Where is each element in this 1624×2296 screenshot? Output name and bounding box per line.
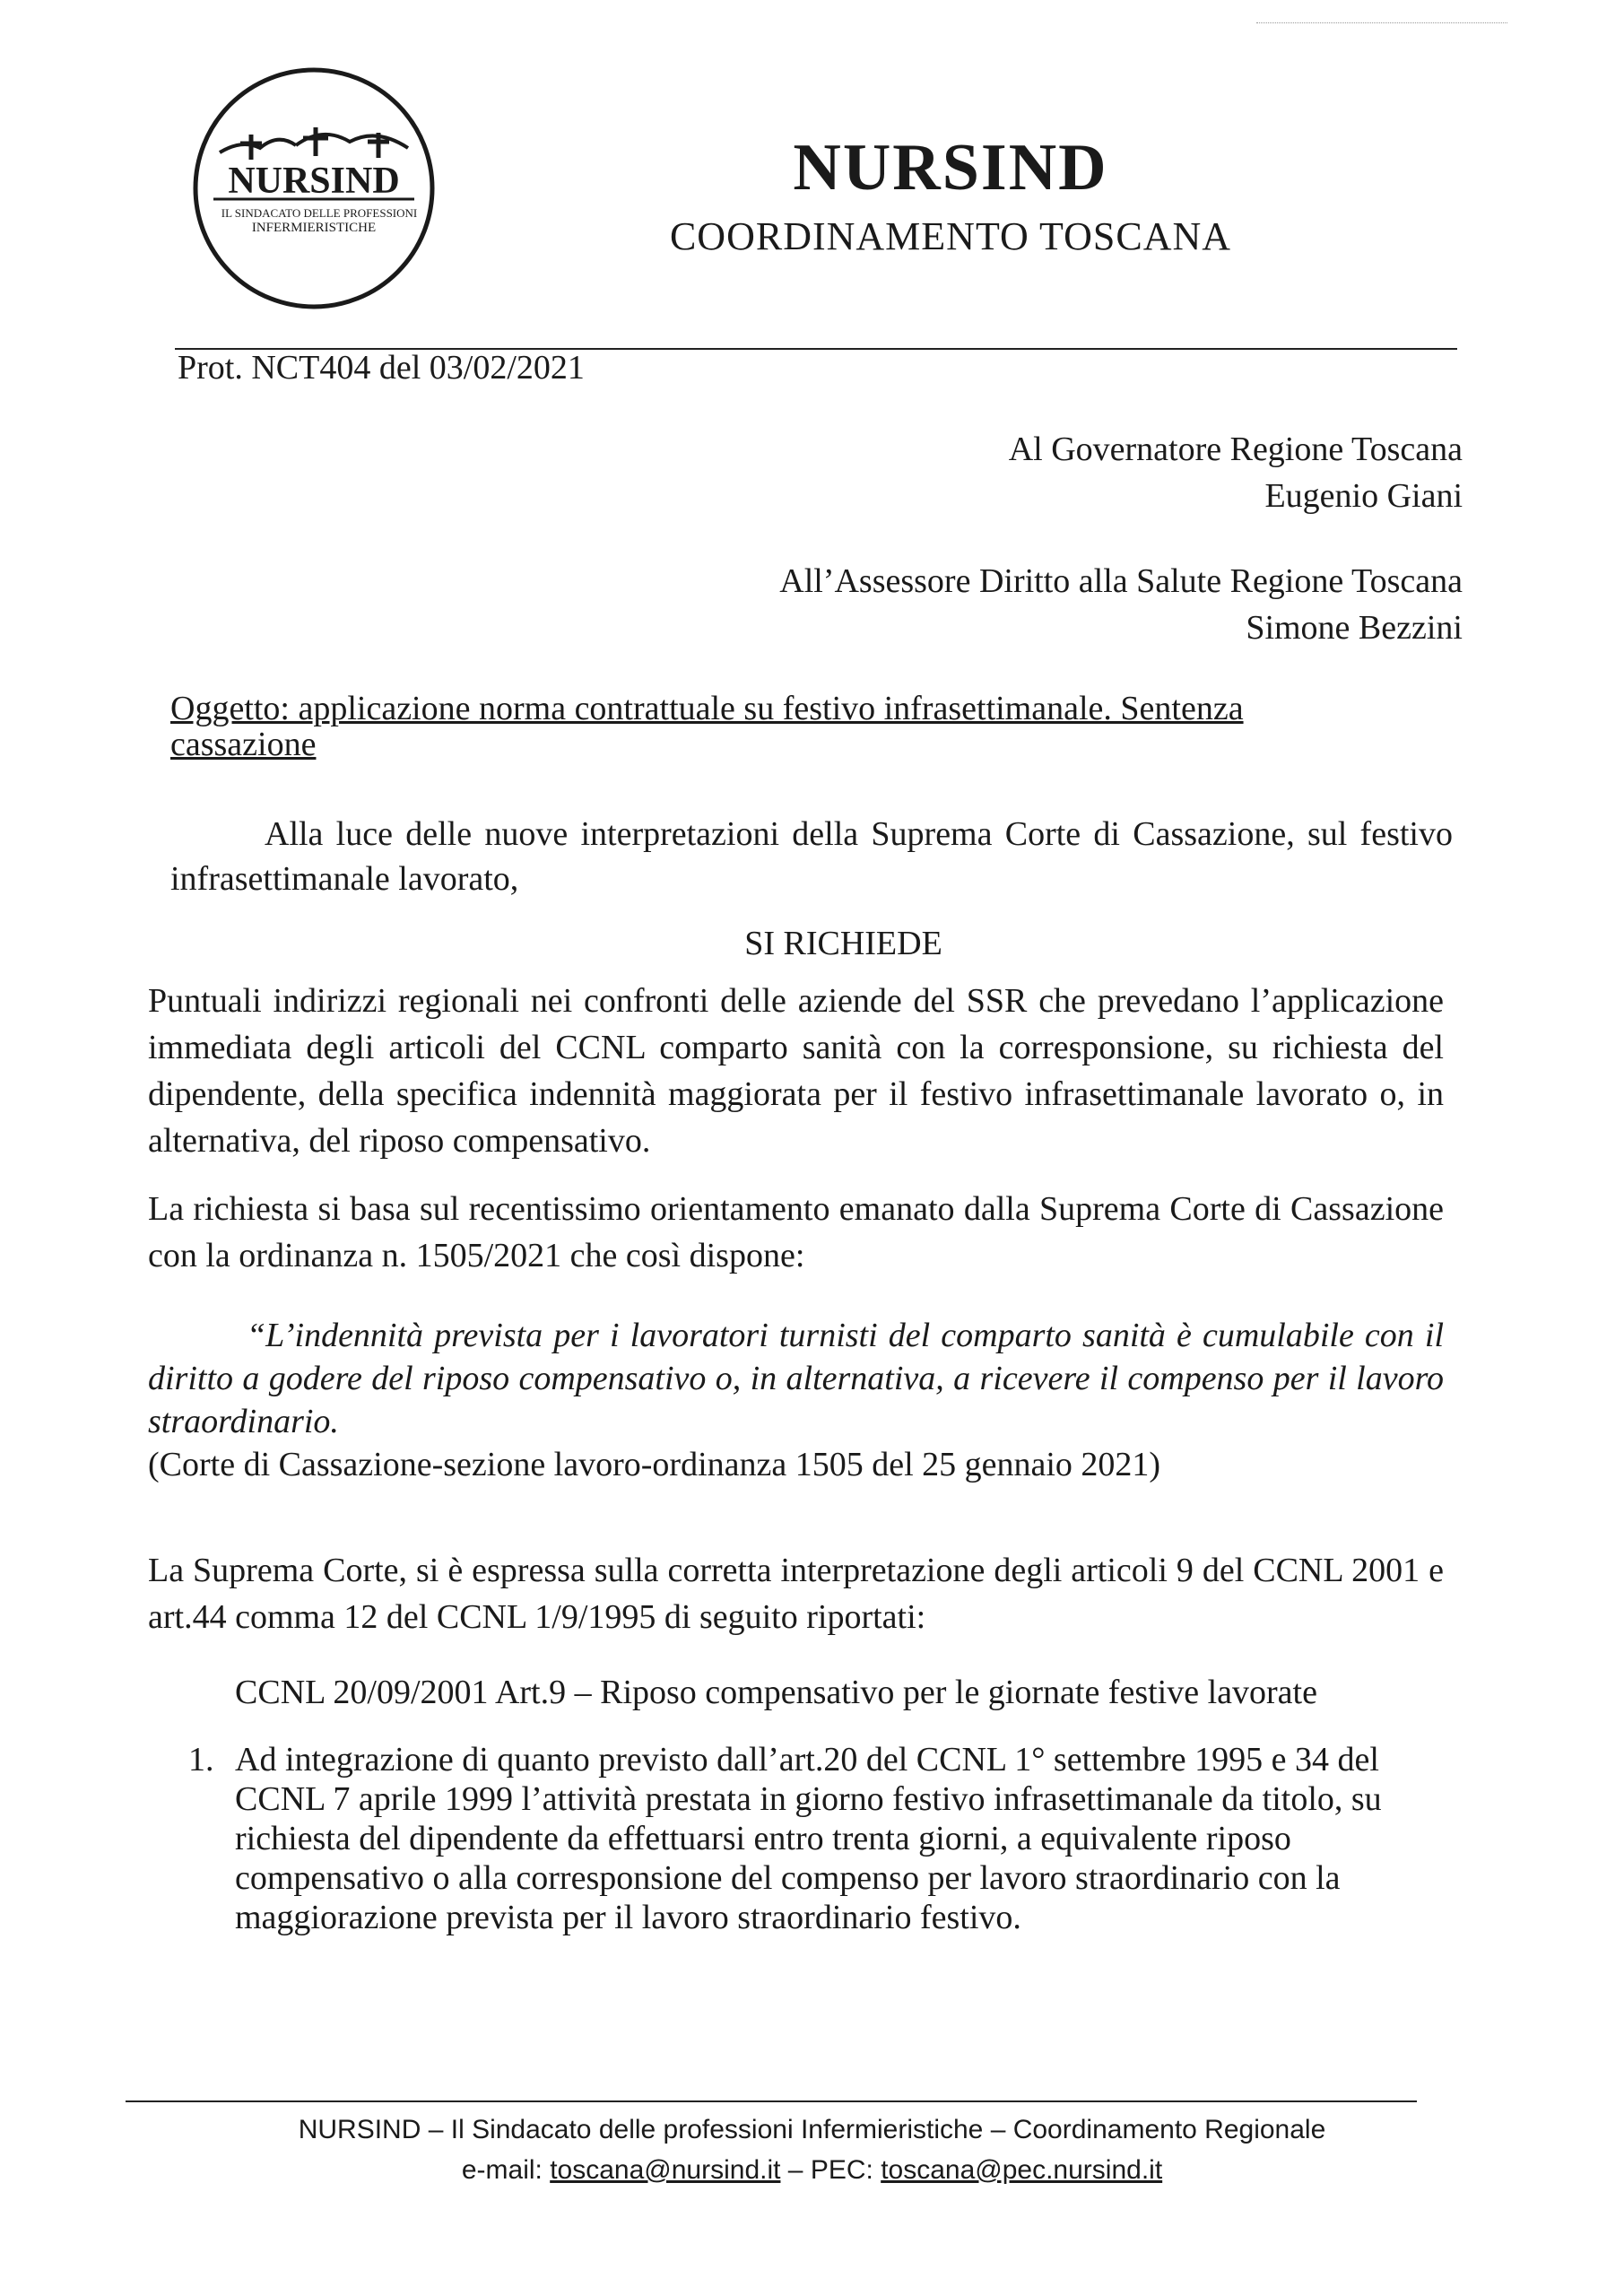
footer-contacts bbox=[0, 2152, 1624, 2188]
addressee-2 bbox=[779, 558, 1463, 651]
intro-paragraph: Alla luce delle nuove interpretazioni della Suprema Corte di Cassazione, sul festivo infrasettimanale lavorato, bbox=[170, 815, 1453, 898]
article-title: CCNL 20/09/2001 Art.9 – Riposo compensativo per le giornate festive lavorate bbox=[235, 1674, 1317, 1711]
list-item-text: Ad integrazione di quanto previsto dall’art.20 del CCNL 1° settembre 1995 e 34 del CCNL 7 aprile 1999 l’attività prestata in giorno festivo infrasettimanale da titolo, su richiesta del dipendente da effettuarsi entro trenta giorni, a equivalente riposo compensativo o alla corresponsione del compenso per lavoro straordinario con la maggiorazione prevista per il lavoro straordinario festivo. bbox=[235, 1741, 1382, 1936]
nursind-logo-seal-icon bbox=[188, 63, 439, 314]
logo-caption-2: INFERMIERISTICHE bbox=[251, 221, 377, 235]
pec-label: – PEC: bbox=[780, 2155, 881, 2185]
scan-artifact bbox=[1256, 22, 1507, 23]
pec-link[interactable]: toscana@pec.nursind.it bbox=[881, 2155, 1163, 2185]
nursind-logo bbox=[188, 63, 439, 314]
quote-text: “L’indennità prevista per i lavoratori turnisti del comparto sanità è cumulabile con il diritto a godere del riposo compensativo o, in alternativa, a ricevere il compenso per il lavoro straordinario. bbox=[148, 1317, 1444, 1440]
footer-org-line: NURSIND – Il Sindacato delle professioni Infermieristiche – Coordinamento Regionale bbox=[298, 2115, 1326, 2144]
subject-line: Oggetto: applicazione norma contrattuale su festivo infrasettimanale. Sentenza cassazione bbox=[170, 690, 1244, 763]
org-name: NURSIND bbox=[793, 131, 1108, 204]
logo-wordmark: NURSIND bbox=[228, 161, 400, 202]
logo-caption-1: IL SINDACATO DELLE PROFESSIONI bbox=[221, 206, 418, 220]
email-link[interactable]: toscana@nursind.it bbox=[550, 2155, 781, 2185]
addressee-2-name: Simone Bezzini bbox=[1246, 609, 1463, 647]
basis-paragraph: La richiesta si basa sul recentissimo orientamento emanato dalla Suprema Corte di Cassazione con la ordinanza n. 1505/2021 che così dispone: bbox=[148, 1190, 1444, 1274]
addressee-1 bbox=[1009, 426, 1463, 519]
request-heading: SI RICHIEDE bbox=[744, 925, 942, 962]
email-label: e-mail: bbox=[461, 2155, 551, 2185]
protocol-number: Prot. NCT404 del 03/02/2021 bbox=[178, 349, 585, 387]
request-paragraph: Puntuali indirizzi regionali nei confronti delle aziende del SSR che prevedano l’applicazione immediata degli articoli del CCNL comparto sanità con la corresponsione, su richiesta del dipendente, della specifica indennità maggiorata per il festivo infrasettimanale lavorato o, in alternativa, del riposo compensativo. bbox=[148, 982, 1444, 1160]
addressee-2-role: All’Assessore Diritto alla Salute Regione Toscana bbox=[779, 562, 1463, 600]
addressee-1-name: Eugenio Giani bbox=[1264, 477, 1463, 515]
footer-rule bbox=[126, 2100, 1417, 2102]
list-item-number: 1. bbox=[188, 1741, 214, 1779]
org-subtitle: COORDINAMENTO TOSCANA bbox=[669, 214, 1232, 258]
court-quote bbox=[148, 1314, 1444, 1486]
addressee-1-role: Al Governatore Regione Toscana bbox=[1008, 430, 1463, 468]
interpretation-paragraph: La Suprema Corte, si è espressa sulla corretta interpretazione degli articoli 9 del CCNL 2001 e art.44 comma 12 del CCNL 1/9/1995 di seguito riportati: bbox=[148, 1552, 1444, 1636]
quote-source: (Corte di Cassazione-sezione lavoro-ordinanza 1505 del 25 gennaio 2021) bbox=[148, 1446, 1161, 1483]
